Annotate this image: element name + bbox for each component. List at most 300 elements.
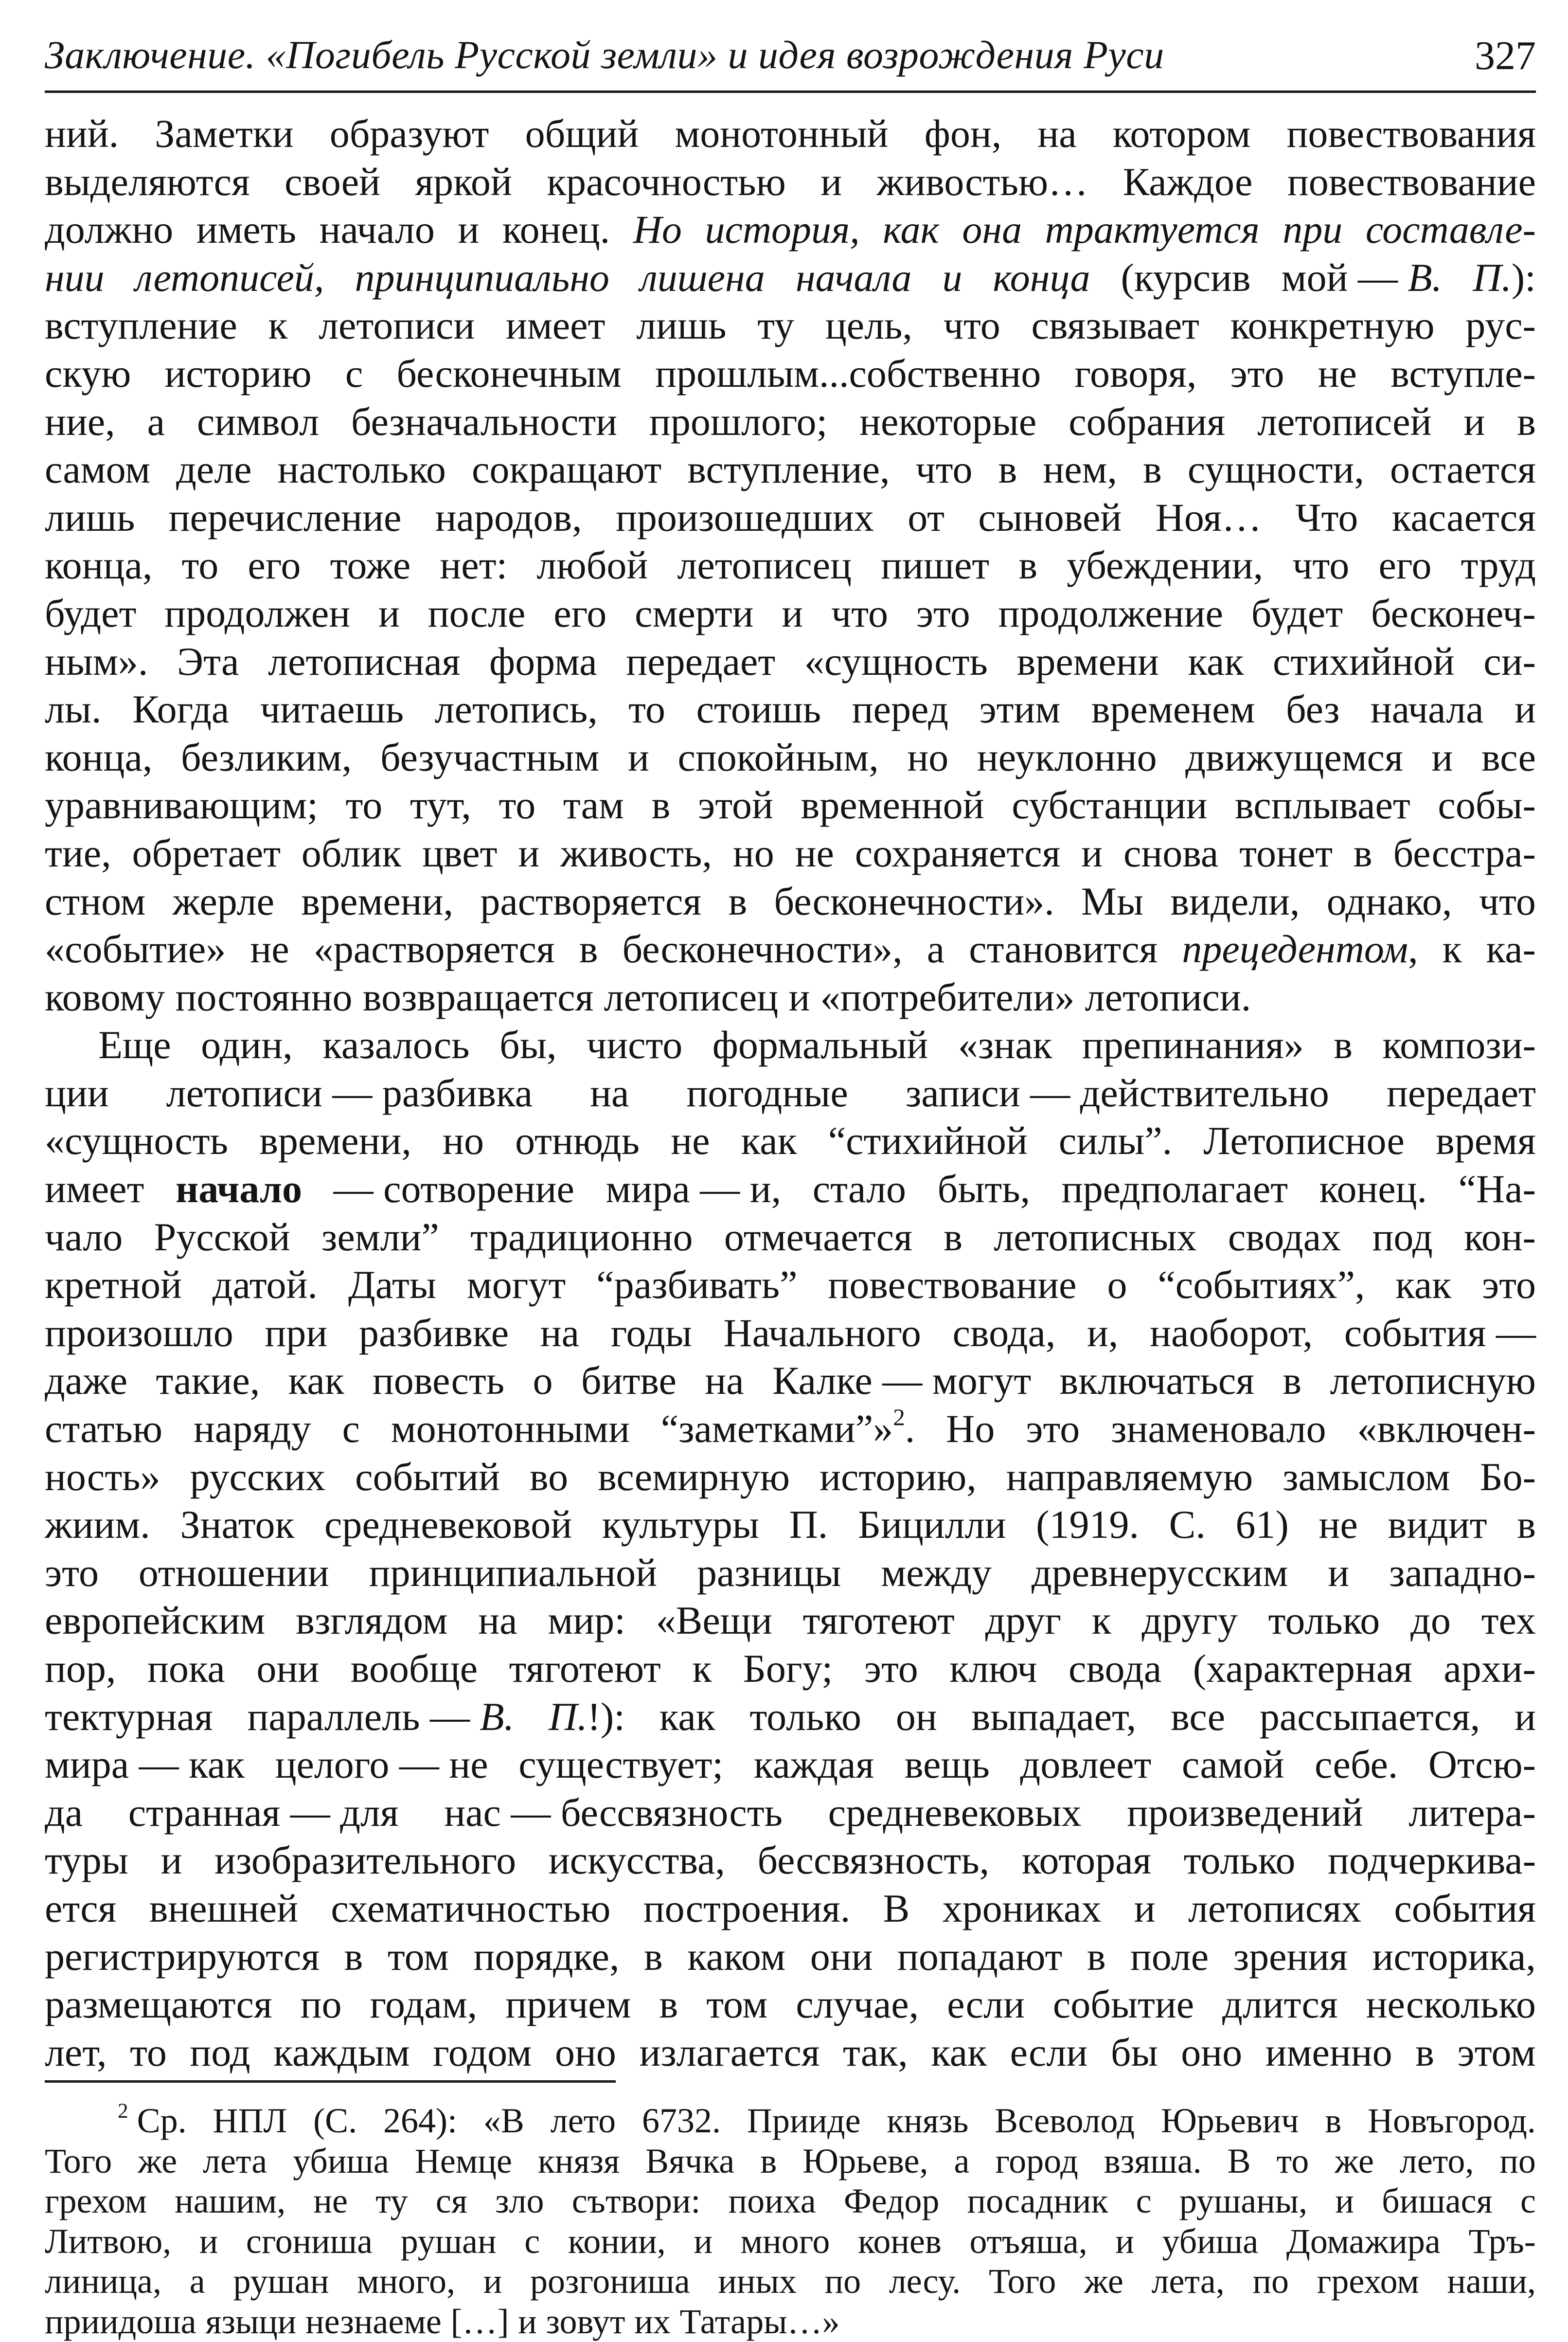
text-run: убиша — [1162, 2221, 1259, 2261]
text-line — [45, 878, 1536, 926]
text-run: каждым — [273, 2030, 410, 2074]
word — [687, 446, 890, 494]
text-run: конца, — [45, 735, 153, 779]
word — [518, 829, 539, 878]
text-run: как — [288, 1358, 344, 1403]
text-run: общий — [525, 111, 639, 156]
text-run: тоже — [330, 543, 411, 588]
word — [1480, 1453, 1536, 1501]
text-run: монотонными — [391, 1406, 630, 1451]
text-run: это — [864, 1646, 918, 1691]
word — [622, 925, 902, 973]
text-run: событий — [355, 1454, 500, 1499]
word — [285, 158, 380, 206]
word — [1283, 206, 1342, 254]
text-run: в — [643, 1934, 663, 1979]
text-run: «включен- — [1357, 1406, 1536, 1451]
word — [640, 2029, 820, 2077]
text-run: всплывает — [1234, 783, 1410, 828]
text-run: включаться — [1059, 1358, 1255, 1403]
word — [355, 254, 609, 302]
word — [1031, 302, 1199, 350]
text-run: лета — [203, 2141, 267, 2180]
word — [1415, 2029, 1434, 2077]
word — [995, 2141, 1078, 2181]
word — [415, 158, 512, 206]
text-run: Отсю- — [1428, 1742, 1536, 1787]
word — [301, 1981, 342, 2029]
word — [1170, 878, 1300, 926]
word — [415, 2141, 512, 2181]
word — [1319, 1165, 1427, 1213]
word — [661, 1405, 915, 1453]
text-run: и — [1335, 2181, 1354, 2221]
text-run: и — [518, 2302, 537, 2341]
word — [499, 1021, 556, 1069]
word — [473, 1933, 619, 1981]
text-line — [45, 1837, 1536, 1885]
text-run: с — [1520, 2181, 1536, 2221]
text-run: бесстра- — [1393, 830, 1536, 875]
text-run: Еще — [98, 1023, 171, 1067]
text-run: а — [147, 399, 165, 444]
text-run: поиха — [728, 2181, 816, 2221]
word — [250, 925, 289, 973]
text-run: начало — [319, 207, 435, 252]
word — [530, 1453, 568, 1501]
word — [635, 590, 753, 638]
text-run: а — [927, 927, 945, 972]
word — [515, 1117, 640, 1165]
word — [801, 781, 984, 829]
text-run: хрониках — [942, 1886, 1102, 1930]
word — [547, 158, 786, 206]
word — [1074, 350, 1196, 398]
text-run: Литвою, — [45, 2221, 172, 2261]
text-run: по — [1499, 2141, 1536, 2180]
text-run: розгониша — [530, 2262, 690, 2301]
text-run: его — [553, 591, 607, 635]
word — [190, 1453, 325, 1501]
word — [1461, 541, 1536, 590]
word — [467, 1261, 566, 1309]
text-run: принципиальной — [369, 1550, 657, 1595]
text-run: […] — [450, 2302, 509, 2341]
text-run: лета, — [1151, 2262, 1225, 2301]
text-run: Вячка — [645, 2141, 735, 2180]
word — [391, 1405, 630, 1453]
text-run: 264): — [383, 2101, 458, 2140]
word — [757, 1837, 989, 1885]
word — [804, 638, 988, 686]
text-line — [45, 1645, 1536, 1693]
text-run: Богу; — [743, 1646, 833, 1691]
word — [45, 1597, 265, 1645]
word — [1188, 638, 1244, 686]
text-run: земли” — [321, 1214, 439, 1259]
word — [45, 734, 152, 782]
word — [724, 1213, 912, 1261]
word — [1368, 2101, 1536, 2141]
text-run: бы — [1110, 2030, 1158, 2074]
word — [256, 1645, 319, 1693]
text-run: к — [692, 1646, 712, 1691]
word — [1230, 302, 1435, 350]
text-line — [45, 1885, 1536, 1933]
text-run: сгониша — [246, 2221, 373, 2261]
word — [825, 2261, 861, 2302]
text-run: повествования — [1286, 111, 1536, 156]
word — [321, 1213, 439, 1261]
text-run: имеет — [45, 1167, 144, 1211]
text-run: ): — [1511, 255, 1536, 300]
text-run: сущности, — [1187, 447, 1364, 492]
word — [180, 1501, 295, 1549]
text-run: но — [443, 1118, 484, 1163]
text-run: мира — как — [45, 1742, 245, 1787]
text-run: (характерная — [1193, 1646, 1412, 1691]
word — [45, 1261, 182, 1309]
word — [45, 1693, 213, 1741]
text-run: они — [810, 1934, 873, 1979]
text-run: князь — [887, 2101, 969, 2140]
text-run: наоборот, — [1150, 1310, 1313, 1355]
text-run: сокращают — [471, 447, 662, 492]
word — [383, 2101, 457, 2141]
text-run: в — [1517, 399, 1536, 444]
text-run: уравнивающим; — [45, 783, 318, 828]
word — [877, 158, 1088, 206]
text-run: как — [1188, 639, 1244, 684]
word — [655, 350, 1041, 398]
word — [843, 2029, 908, 2077]
word — [980, 685, 1061, 734]
word — [1032, 1549, 1288, 1597]
text-run: архи- — [1443, 1646, 1536, 1691]
text-run: читаешь — [260, 687, 404, 732]
text-run: произведений — [1127, 1790, 1363, 1835]
word — [1085, 973, 1251, 1022]
text-run: НПЛ — [213, 2101, 287, 2140]
word — [260, 685, 404, 734]
text-run: датой. — [212, 1262, 318, 1307]
word — [1390, 446, 1536, 494]
text-run: к — [268, 303, 288, 348]
text-run: вступле- — [1390, 351, 1536, 396]
word — [733, 829, 774, 878]
word — [45, 1165, 144, 1213]
text-run: много, — [357, 2262, 456, 2301]
text-run: это — [45, 1550, 99, 1595]
word — [538, 2141, 620, 2181]
text-run: посадник — [967, 2181, 1108, 2221]
word — [499, 781, 536, 829]
word — [1268, 1597, 1380, 1645]
word — [1115, 2221, 1134, 2262]
word — [205, 2302, 296, 2342]
word — [483, 2101, 524, 2141]
text-run: и — [160, 1838, 182, 1883]
header-rule — [45, 90, 1536, 93]
text-line — [45, 1261, 1536, 1309]
text-run: подчеркива- — [1328, 1838, 1536, 1883]
word — [1158, 1261, 1365, 1309]
text-run: летопись, — [434, 687, 598, 732]
word — [443, 1117, 484, 1165]
page-number: 327 — [1475, 33, 1536, 78]
word — [852, 685, 948, 734]
word — [1059, 1117, 1172, 1165]
word — [795, 829, 834, 878]
word — [1372, 1213, 1432, 1261]
text-run: Прииде — [747, 2101, 861, 2140]
word — [401, 2221, 497, 2262]
text-run: странная — для — [128, 1790, 399, 1835]
word — [45, 1645, 116, 1693]
word — [828, 1789, 1082, 1837]
text-run: князя — [537, 2141, 620, 2180]
text-run: и — [1515, 1694, 1536, 1739]
text-run: “разбивать” — [596, 1262, 798, 1307]
text-run: прецедентом — [1182, 927, 1408, 972]
text-run: цвет — [422, 830, 498, 875]
text-run: и — [1134, 1886, 1156, 1930]
text-run: в — [1415, 2030, 1434, 2074]
text-run: монотонный — [675, 111, 889, 156]
text-run: в — [1334, 1023, 1353, 1067]
word — [45, 685, 102, 734]
text-run: тяготеют — [509, 1646, 661, 1691]
word — [156, 1357, 260, 1405]
word — [1282, 254, 1442, 302]
text-run: что — [1292, 543, 1350, 588]
word — [1283, 1357, 1301, 1405]
word — [1394, 1885, 1536, 1933]
text-run: ковому — [45, 974, 165, 1019]
text-run: перечисление — [168, 495, 402, 540]
text-run: в — [344, 1934, 363, 1979]
text-run: Знаток — [180, 1502, 295, 1547]
word — [1113, 110, 1251, 158]
text-run: компози- — [1382, 1023, 1536, 1067]
text-run: существует; — [518, 1742, 724, 1787]
word — [1233, 1933, 1348, 1981]
text-run: выпадает, — [971, 1694, 1137, 1739]
word — [502, 206, 610, 254]
word — [782, 590, 803, 638]
word — [518, 2302, 537, 2342]
text-run: не — [250, 927, 289, 972]
word — [324, 1501, 572, 1549]
text-run: тие, — [45, 830, 111, 875]
text-run: и — [458, 207, 480, 252]
text-run: что — [831, 591, 888, 635]
text-run: сътвори: — [571, 2181, 701, 2221]
word — [530, 2261, 690, 2302]
footnote-ref: 2 — [118, 2099, 128, 2123]
word — [1156, 494, 1262, 542]
word — [1371, 590, 1536, 638]
text-line — [45, 973, 1536, 1022]
word — [1107, 1261, 1127, 1309]
word — [1436, 1117, 1536, 1165]
text-run: жерле — [172, 879, 274, 923]
text-run: трактуется — [1045, 207, 1260, 252]
word — [1253, 2261, 1289, 2302]
word — [301, 878, 453, 926]
text-run: Домажира — [1286, 2221, 1441, 2261]
word — [1091, 685, 1255, 734]
text-run: живостью… — [876, 159, 1088, 204]
word — [906, 1069, 1329, 1117]
text-run: то — [499, 783, 536, 828]
word — [1287, 158, 1536, 206]
text-run: должно — [45, 207, 174, 252]
word — [1134, 1885, 1156, 1933]
word — [1188, 1885, 1361, 1933]
word — [1459, 1165, 1536, 1213]
text-run: всемирную — [598, 1454, 790, 1499]
text-run: Новъгород. — [1368, 2101, 1536, 2140]
word — [994, 1213, 1196, 1261]
word — [718, 2261, 796, 2302]
text-run: приидоша — [45, 2302, 196, 2341]
text-run: он — [895, 1694, 937, 1739]
word — [139, 1549, 329, 1597]
text-run: передает — [626, 639, 776, 684]
text-run: иных — [718, 2262, 797, 2301]
text-run: европейским — [45, 1598, 266, 1643]
text-run: размещаются — [45, 1982, 272, 2027]
word — [1286, 685, 1339, 734]
word — [774, 878, 1054, 926]
text-run: культуры — [602, 1502, 759, 1547]
word — [1043, 446, 1117, 494]
text-line — [45, 1741, 1536, 1789]
text-run: и — [782, 591, 803, 635]
text-run: символ — [196, 399, 320, 444]
text-run: изобразительного — [214, 1838, 517, 1883]
text-run: все — [1171, 1694, 1226, 1739]
word — [1483, 638, 1536, 686]
text-run: по — [824, 2262, 861, 2301]
word — [296, 1597, 447, 1645]
text-run: один, — [201, 1023, 293, 1067]
text-run: незнаеме — [305, 2302, 442, 2341]
word — [194, 1405, 311, 1453]
word — [636, 302, 726, 350]
text-run: прошлого; — [649, 399, 828, 444]
word — [628, 734, 649, 782]
word — [154, 1213, 290, 1261]
word — [45, 1837, 128, 1885]
word — [1036, 1501, 1139, 1549]
word — [1392, 494, 1536, 542]
text-run: направляемую — [1006, 1454, 1253, 1499]
text-run: другу — [1141, 1598, 1238, 1643]
word — [357, 2261, 455, 2302]
word — [182, 541, 219, 590]
text-run: ка- — [1486, 927, 1536, 972]
word — [659, 1693, 715, 1741]
text-run: построения. — [643, 1886, 851, 1930]
word — [611, 1309, 692, 1357]
word — [1092, 1597, 1111, 1645]
word — [313, 2101, 357, 2141]
word — [1515, 1693, 1536, 1741]
text-run: как — [931, 2030, 987, 2074]
word — [165, 350, 312, 398]
word — [652, 781, 671, 829]
word — [45, 2302, 196, 2342]
text-run: и — [483, 2262, 502, 2301]
text-run: зовут — [546, 2302, 625, 2341]
text-run: случае, — [796, 1982, 919, 2027]
word — [320, 206, 435, 254]
text-run: и — [199, 2221, 218, 2261]
word — [942, 254, 962, 302]
word — [190, 2029, 250, 2077]
word — [1082, 1021, 1304, 1069]
text-run: сохраняется — [855, 830, 1061, 875]
word — [351, 398, 617, 446]
text-run: становится — [969, 927, 1158, 972]
text-run: как — [1395, 1262, 1452, 1307]
word — [563, 781, 624, 829]
text-run: каждая — [753, 1742, 874, 1787]
text-run: «потребители» — [820, 974, 1075, 1019]
word — [687, 1069, 848, 1117]
text-run: чисто — [586, 1023, 683, 1067]
word — [1185, 734, 1403, 782]
word — [98, 1021, 171, 1069]
text-run: лишь — [636, 303, 727, 348]
word — [359, 1309, 509, 1357]
text-run: мира — и, — [606, 1167, 782, 1211]
text-run: Юрьеве, — [802, 2141, 928, 2180]
word — [45, 1309, 233, 1357]
word — [1081, 878, 1143, 926]
word — [1287, 110, 1536, 158]
text-run: формальный — [712, 1023, 928, 1067]
word — [1130, 1933, 1209, 1981]
word — [1443, 925, 1462, 973]
text-run: летописях — [1188, 1886, 1361, 1930]
word — [927, 925, 944, 973]
word — [551, 2101, 616, 2141]
word — [1045, 206, 1260, 254]
word — [322, 1021, 469, 1069]
text-line — [45, 1117, 1536, 1165]
word — [348, 1261, 436, 1309]
word — [363, 973, 594, 1022]
text-run: летописную — [1330, 1358, 1536, 1403]
word — [1026, 1405, 1080, 1453]
word — [259, 1117, 411, 1165]
text-run: излагается — [639, 2030, 820, 2074]
text-run: движущемся — [1185, 735, 1403, 779]
text-run: Когда — [132, 687, 230, 732]
text-run: 61) — [1235, 1502, 1289, 1547]
word — [1087, 1309, 1118, 1357]
text-run: события — [1394, 1886, 1536, 1930]
text-run: же — [1084, 2262, 1123, 2301]
word — [802, 2141, 928, 2181]
word — [1387, 1069, 1536, 1117]
word — [138, 2141, 177, 2181]
text-run: безликим, — [180, 735, 352, 779]
word — [705, 1357, 744, 1405]
